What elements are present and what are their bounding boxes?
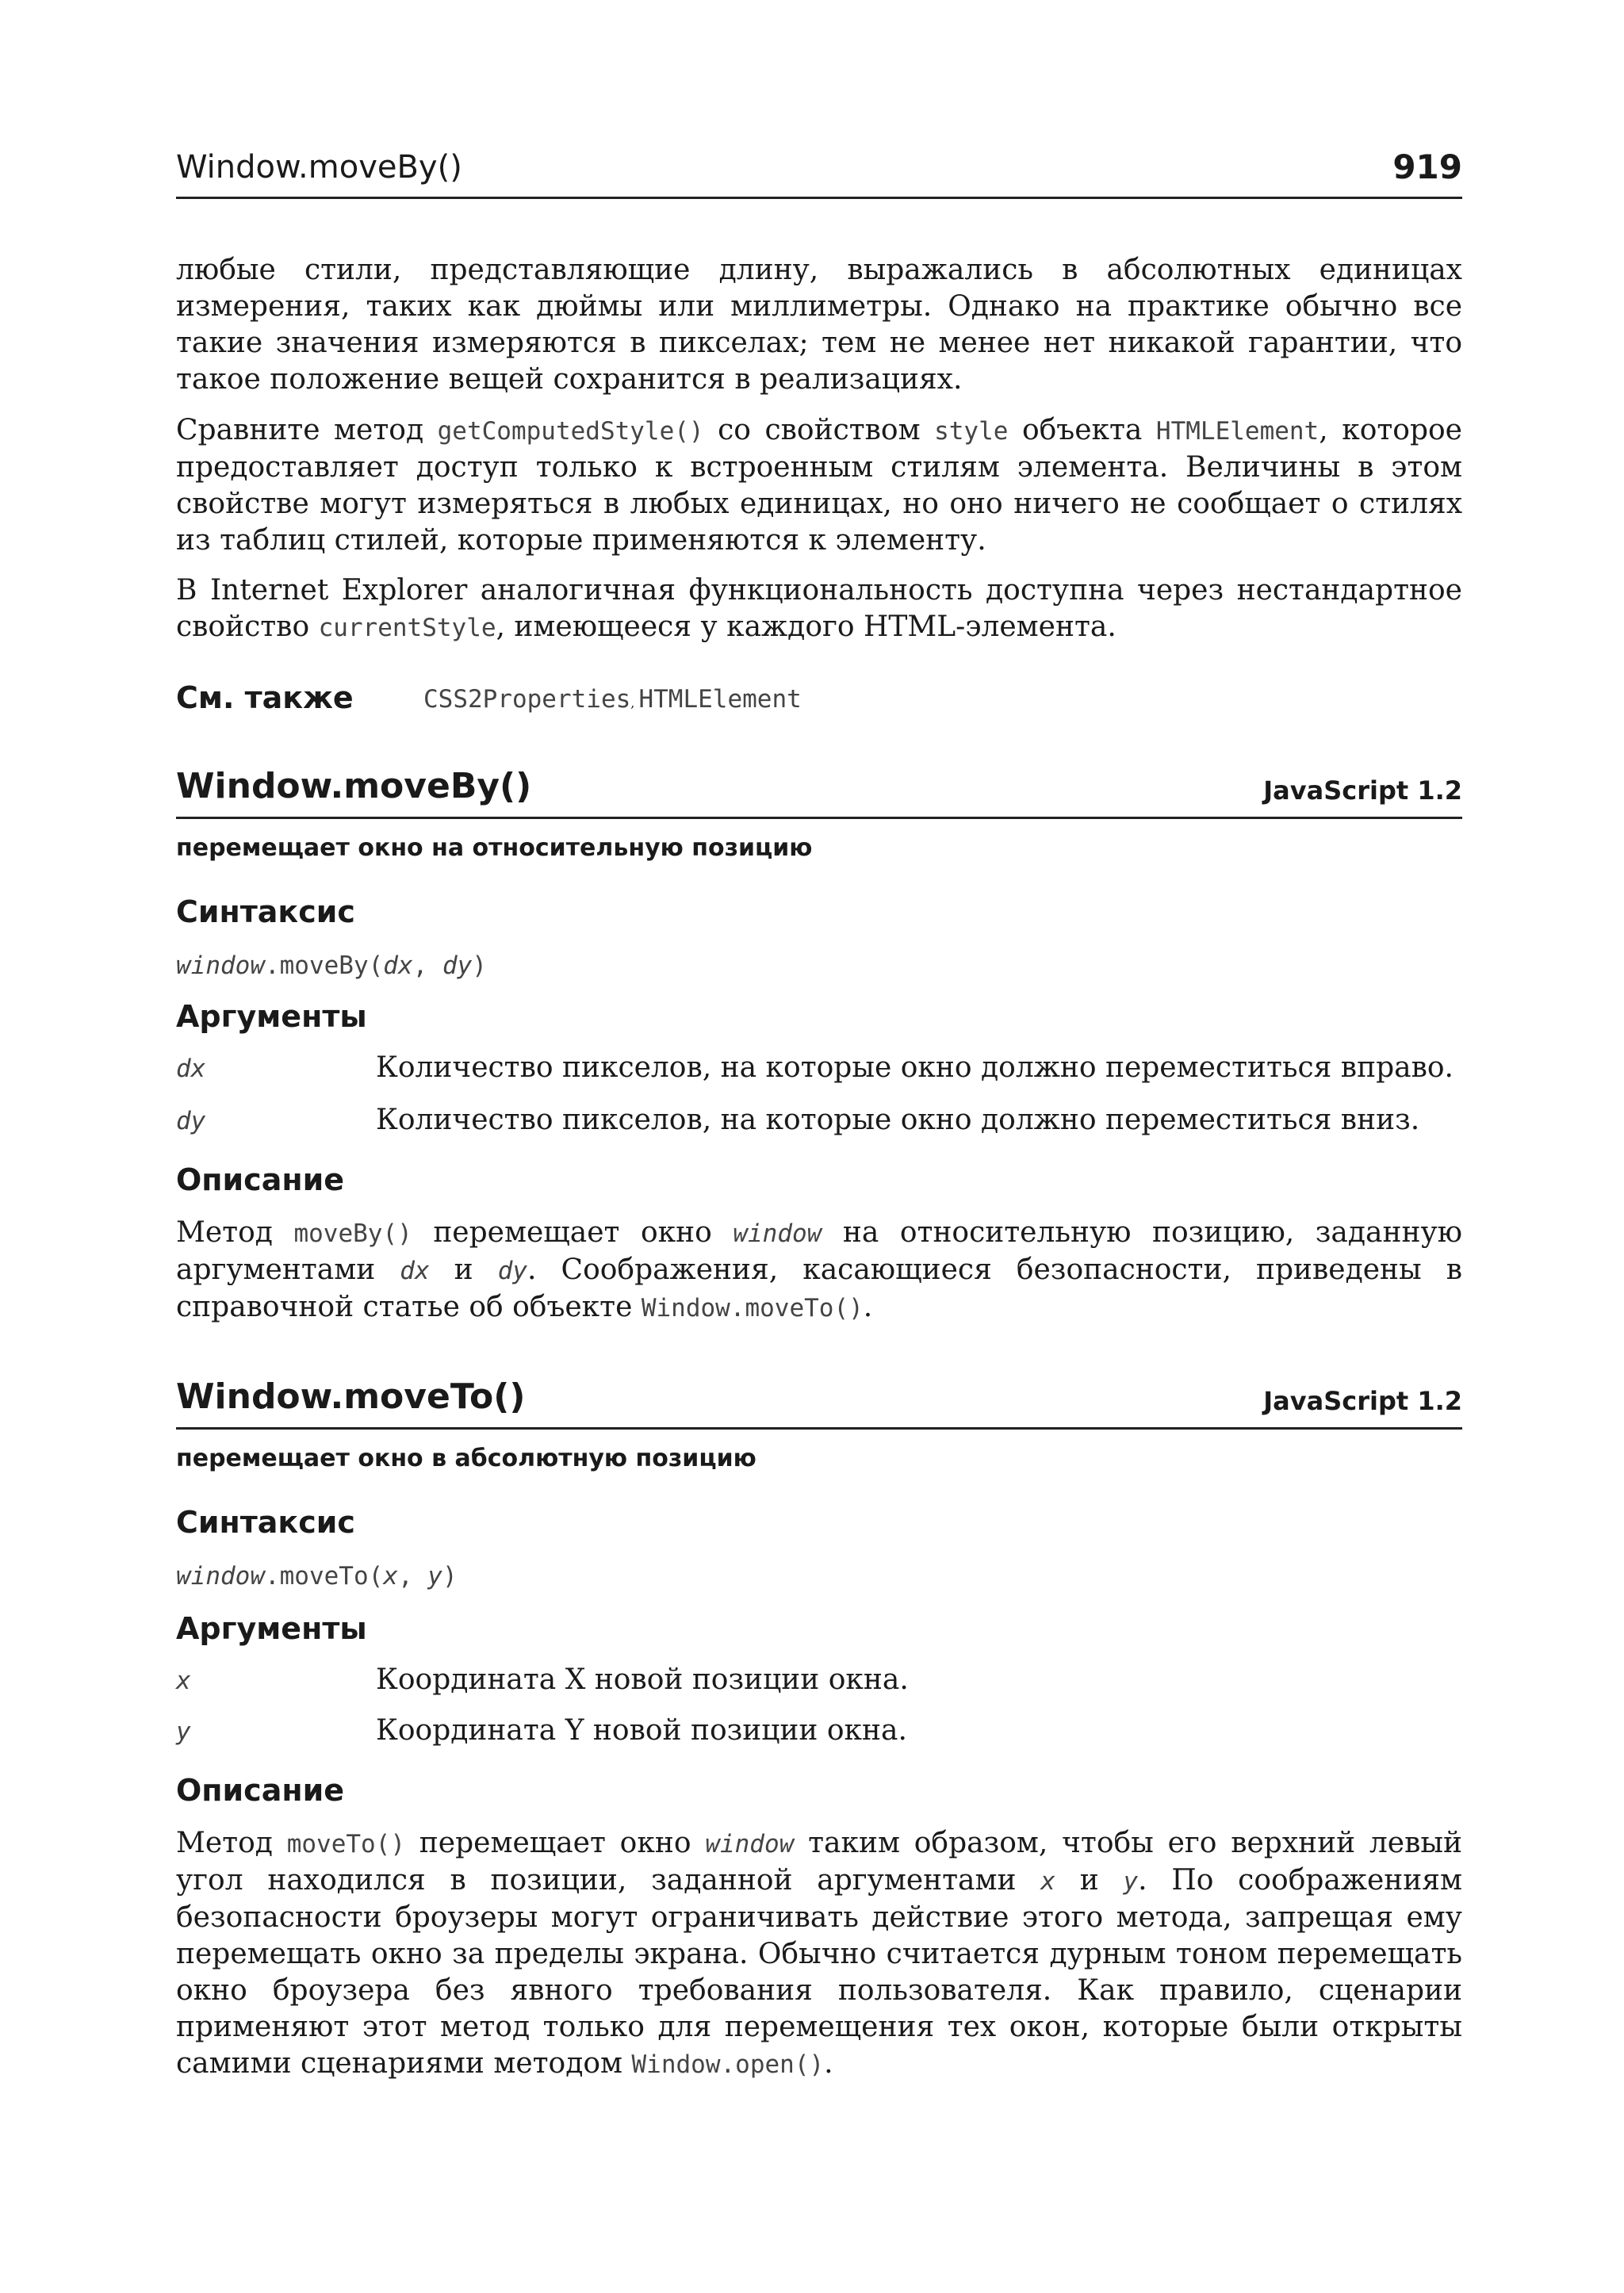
argument-name: [176, 1107, 205, 1135]
text: .: [863, 1291, 873, 1323]
code-y: y: [1123, 1867, 1139, 1896]
syntax-line: [176, 951, 487, 980]
intro-paragraph-3: [176, 572, 1462, 646]
argument-description: Количество пикселов, на которые окно должно переместиться вправо.: [376, 1051, 1454, 1084]
arguments-heading: Аргументы: [176, 999, 367, 1034]
argument-description: Координата Y новой позиции окна.: [376, 1714, 907, 1747]
page-number: 919: [1392, 147, 1462, 186]
see-also: [176, 680, 1462, 720]
code-window: window: [733, 1219, 822, 1248]
entry-header-moveby: [176, 766, 1462, 819]
text: и: [429, 1254, 498, 1286]
entry-summary: перемещает окно на относительную позицию: [176, 834, 813, 862]
text: В Internet Explorer аналогичная функциональность доступна через нестандартное свойство: [176, 574, 1462, 643]
code-getcomputedstyle: getComputedStyle(): [437, 417, 704, 446]
description-heading: Описание: [176, 1162, 345, 1197]
syntax-object: window: [176, 951, 265, 980]
code-dx: dx: [400, 1257, 430, 1285]
see-also-refs: [423, 685, 802, 714]
text: на относительную позицию, заданную аргументами: [176, 1216, 1463, 1286]
intro-paragraph-1: любые стили, представляющие длину, выражались в абсолютных единицах измерения, таких как дюймы или миллиметры. Однако на практике обычно все такие значения измеряются в пикселах; тем не менее нет никакой гарантии, что такое положение вещей сохранится в реализациях.: [176, 254, 1462, 396]
text: Метод: [176, 1827, 287, 1859]
text: , которое предоставляет доступ только к встроенным стилям элемента. Величины в этом свойстве могут измеряться в любых единицах, но оно ничего не сообщает о стилях из таблиц стилей, которые применяются к элементу.: [176, 414, 1462, 557]
syntax-heading: Синтаксис: [176, 1505, 355, 1540]
syntax-arg: dy: [442, 951, 473, 980]
code-moveby: moveBy(): [293, 1219, 412, 1248]
entry-title: Window.moveBy(): [176, 766, 532, 806]
code-style: style: [934, 417, 1009, 446]
syntax-separator: ,: [397, 1562, 428, 1591]
text: перемещает окно: [412, 1216, 733, 1249]
text: .: [824, 2047, 833, 2080]
description-paragraph: [176, 1825, 1462, 2083]
syntax-arg: dx: [383, 951, 413, 980]
text: объекта: [1008, 414, 1156, 446]
argument-name-text: y: [176, 1717, 191, 1746]
syntax-close: ): [472, 951, 487, 980]
text: таким образом, чтобы его верхний левый угол находился в позиции, заданной аргументами: [176, 1827, 1462, 1897]
code-moveto: moveTo(): [286, 1830, 406, 1859]
code-window-moveto[interactable]: Window.moveTo(): [641, 1294, 864, 1323]
argument-name: [176, 1717, 191, 1746]
intro-paragraph-2: [176, 412, 1462, 559]
text: и: [1055, 1864, 1124, 1897]
entry-version: JavaScript 1.2: [1263, 1386, 1462, 1416]
entry-title: Window.moveTo(): [176, 1376, 526, 1417]
text: . По соображениям безопасности броузеры могут ограничивать действие этого метода, запрещая ему перемещать окно за пределы экрана. Обычно считается дурным тоном перемещать окно броузера без явного требования пользователя. Как правило, сценарии применяют этот метод только для перемещения тех окон, которые были открыты самими сценариями методом: [176, 1864, 1462, 2080]
see-also-label: См. также: [176, 680, 354, 715]
text: . Соображения, касающиеся безопасности, приведены в справочной статье об объекте: [176, 1254, 1462, 1323]
argument-name-text: x: [176, 1667, 191, 1695]
syntax-method: .moveBy(: [264, 951, 384, 980]
entry-header-moveto: [176, 1376, 1462, 1430]
argument-row: [176, 1714, 1462, 1754]
syntax-arg: y: [427, 1562, 442, 1591]
description-paragraph: [176, 1215, 1462, 1326]
argument-name-text: dx: [176, 1055, 206, 1083]
syntax-heading: Синтаксис: [176, 894, 355, 929]
see-also-separator: ,: [630, 695, 639, 710]
argument-row: [176, 1104, 1462, 1143]
argument-name-text: dy: [176, 1107, 206, 1135]
argument-row: [176, 1051, 1462, 1091]
running-header: [176, 149, 1462, 199]
code-window: window: [705, 1830, 795, 1859]
syntax-close: ): [442, 1562, 458, 1591]
code-htmlelement: HTMLElement: [1155, 417, 1320, 446]
argument-name: [176, 1055, 205, 1083]
text: Метод: [176, 1216, 294, 1249]
see-also-ref-css2properties[interactable]: CSS2Properties: [423, 685, 631, 714]
syntax-line: [176, 1562, 458, 1591]
text: перемещает окно: [405, 1827, 706, 1859]
text: , имеющееся у каждого HTML-элемента.: [496, 611, 1116, 643]
syntax-arg: x: [383, 1562, 398, 1591]
entry-summary: перемещает окно в абсолютную позицию: [176, 1445, 756, 1472]
argument-row: [176, 1663, 1462, 1703]
argument-name: [176, 1667, 191, 1695]
see-also-ref-htmlelement[interactable]: HTMLElement: [638, 685, 802, 714]
text: Сравните метод: [176, 414, 438, 446]
description-heading: Описание: [176, 1773, 345, 1808]
syntax-separator: ,: [412, 951, 442, 980]
syntax-object: window: [176, 1562, 265, 1591]
code-window-open[interactable]: Window.open(): [631, 2050, 825, 2079]
text: со свойством: [703, 414, 935, 446]
arguments-heading: Аргументы: [176, 1611, 367, 1646]
entry-version: JavaScript 1.2: [1263, 775, 1462, 806]
argument-description: Координата X новой позиции окна.: [376, 1663, 909, 1696]
argument-description: Количество пикселов, на которые окно должно переместиться вниз.: [376, 1104, 1420, 1136]
running-header-title: Window.moveBy(): [176, 149, 462, 186]
code-x: x: [1040, 1867, 1055, 1896]
syntax-method: .moveTo(: [264, 1562, 384, 1591]
code-currentstyle: currentStyle: [318, 614, 496, 642]
code-dy: dy: [497, 1257, 528, 1285]
